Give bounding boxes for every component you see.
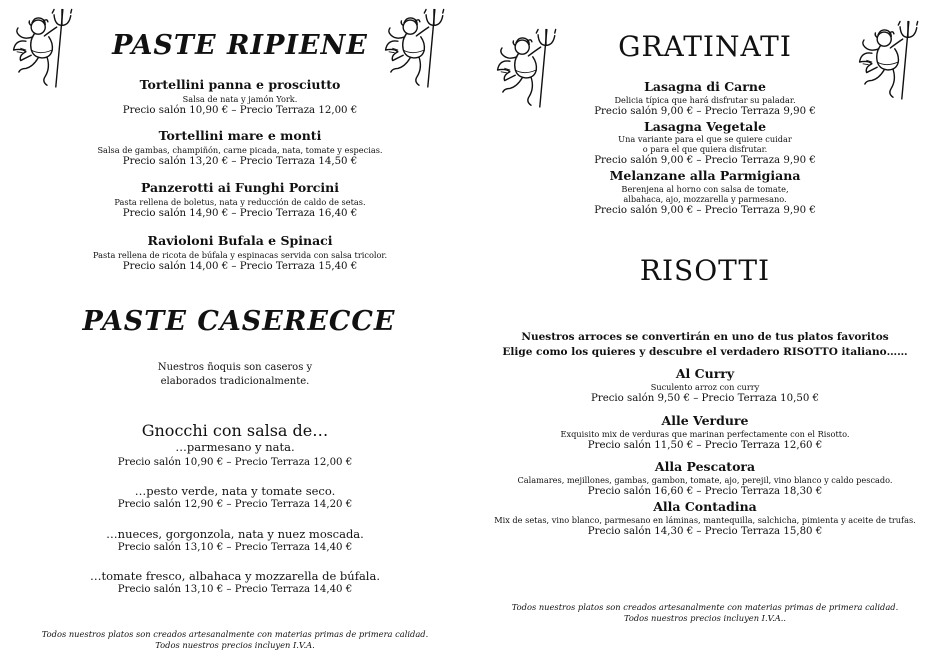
footer-note: Todos nuestros precios incluyen I.V.A.. [623, 613, 787, 623]
dish-name: Al Curry [675, 366, 735, 381]
dish-price: Precio salón 10,90 € – Precio Terraza 12,00 € [117, 457, 353, 468]
footer-note: Todos nuestros platos son creados artesanalmente con materias primas de primera calidad. [41, 629, 429, 639]
dish-price: Precio salón 14,00 € – Precio Terraza 15,40 € [122, 261, 358, 272]
dish-name: Alla Contadina [653, 499, 757, 514]
right-menu-page [470, 0, 940, 664]
footer-note: Todos nuestros precios incluyen I.V.A. [155, 640, 315, 650]
sauce-option: …tomate fresco, albahaca y mozzarella de búfala. [89, 569, 380, 583]
dish-name: Alla Pescatora [654, 459, 756, 474]
gnocchi-heading: Gnocchi con salsa de… [141, 421, 329, 440]
dish-name: Alle Verdure [661, 413, 749, 428]
dish-description: Delicia típica que hará disfrutar su paladar. [614, 95, 796, 105]
section-intro: elaborados tradicionalmente. [160, 376, 310, 387]
dish-name: Lasagna Vegetale [643, 119, 767, 134]
footer-note: Todos nuestros platos son creados artesanalmente con materias primas de primera calidad. [511, 602, 899, 612]
sauce-option: …parmesano y nata. [175, 440, 295, 454]
dish-price: Precio salón 11,50 € – Precio Terraza 12,60 € [587, 440, 823, 451]
dish-price: Precio salón 9,00 € – Precio Terraza 9,90 € [594, 106, 816, 117]
dish-description: Exquisito mix de verduras que marinan perfectamente con el Risotto. [560, 429, 850, 439]
dish-price: Precio salón 14,30 € – Precio Terraza 15,80 € [587, 526, 823, 537]
sauce-option: …nueces, gorgonzola, nata y nuez moscada. [106, 527, 364, 541]
section-intro: Nuestros arroces se convertirán en uno de tus platos favoritos [521, 331, 889, 343]
dish-name: Melanzane alla Parmigiana [609, 168, 801, 183]
dish-price: Precio salón 13,10 € – Precio Terraza 14,40 € [117, 542, 353, 553]
dish-description: Salsa de gambas, champiñón, carne picada, nata, tomate y especias. [97, 145, 383, 155]
section-title-risotti: RISOTTI [639, 254, 771, 287]
dish-price: Precio salón 10,90 € – Precio Terraza 12,00 € [122, 105, 358, 116]
dish-description: o para el que quiera disfrutar. [642, 144, 768, 154]
dish-price: Precio salón 12,90 € – Precio Terraza 14,20 € [117, 499, 353, 510]
dish-description: albahaca, ajo, mozzarella y parmesano. [623, 194, 787, 204]
dish-description: Suculento arroz con curry [650, 382, 760, 392]
dish-name: Lasagna di Carne [644, 79, 766, 94]
dish-description: Pasta rellena de boletus, nata y reducción de caldo de setas. [114, 197, 366, 207]
dish-name: Tortellini mare e monti [158, 128, 322, 143]
dish-price: Precio salón 14,90 € – Precio Terraza 16,40 € [122, 208, 358, 219]
dish-description: Salsa de nata y jamón York. [182, 94, 298, 104]
dish-price: Precio salón 13,20 € – Precio Terraza 14,50 € [122, 156, 358, 167]
section-title-paste-caserecce: PASTE CASERECCE [82, 306, 396, 337]
dish-price: Precio salón 13,10 € – Precio Terraza 14,40 € [117, 584, 353, 595]
dish-price: Precio salón 9,00 € – Precio Terraza 9,90 € [594, 205, 816, 216]
dish-description: Calamares, mejillones, gambas, gambon, tomate, ajo, perejil, vino blanco y caldo pescado. [517, 475, 893, 485]
dish-description: Pasta rellena de ricota de búfala y espinacas servida con salsa tricolor. [92, 250, 388, 260]
section-title-paste-ripiene: PASTE RIPIENE [112, 30, 368, 61]
section-intro: Nuestros ñoquis son caseros y [157, 362, 313, 373]
dish-name: Panzerotti ai Funghi Porcini [140, 180, 340, 195]
dish-name: Tortellini panna e prosciutto [139, 77, 341, 92]
sauce-option: …pesto verde, nata y tomate seco. [134, 484, 336, 498]
dish-price: Precio salón 16,60 € – Precio Terraza 18,30 € [587, 486, 823, 497]
dish-price: Precio salón 9,50 € – Precio Terraza 10,50 € [590, 393, 820, 404]
dish-name: Ravioloni Bufala e Spinaci [147, 233, 333, 248]
section-title-gratinati: GRATINATI [618, 30, 792, 63]
dish-description: Mix de setas, vino blanco, parmesano en láminas, mantequilla, salchicha, pimienta y aceite de trufas. [494, 515, 916, 525]
section-intro: Elige como los quieres y descubre el verdadero RISOTTO italiano…… [502, 346, 908, 358]
dish-description: Berenjena al horno con salsa de tomate, [621, 184, 789, 194]
dish-description: Una variante para el que se quiere cuidar [618, 134, 792, 144]
dish-price: Precio salón 9,00 € – Precio Terraza 9,90 € [594, 155, 816, 166]
